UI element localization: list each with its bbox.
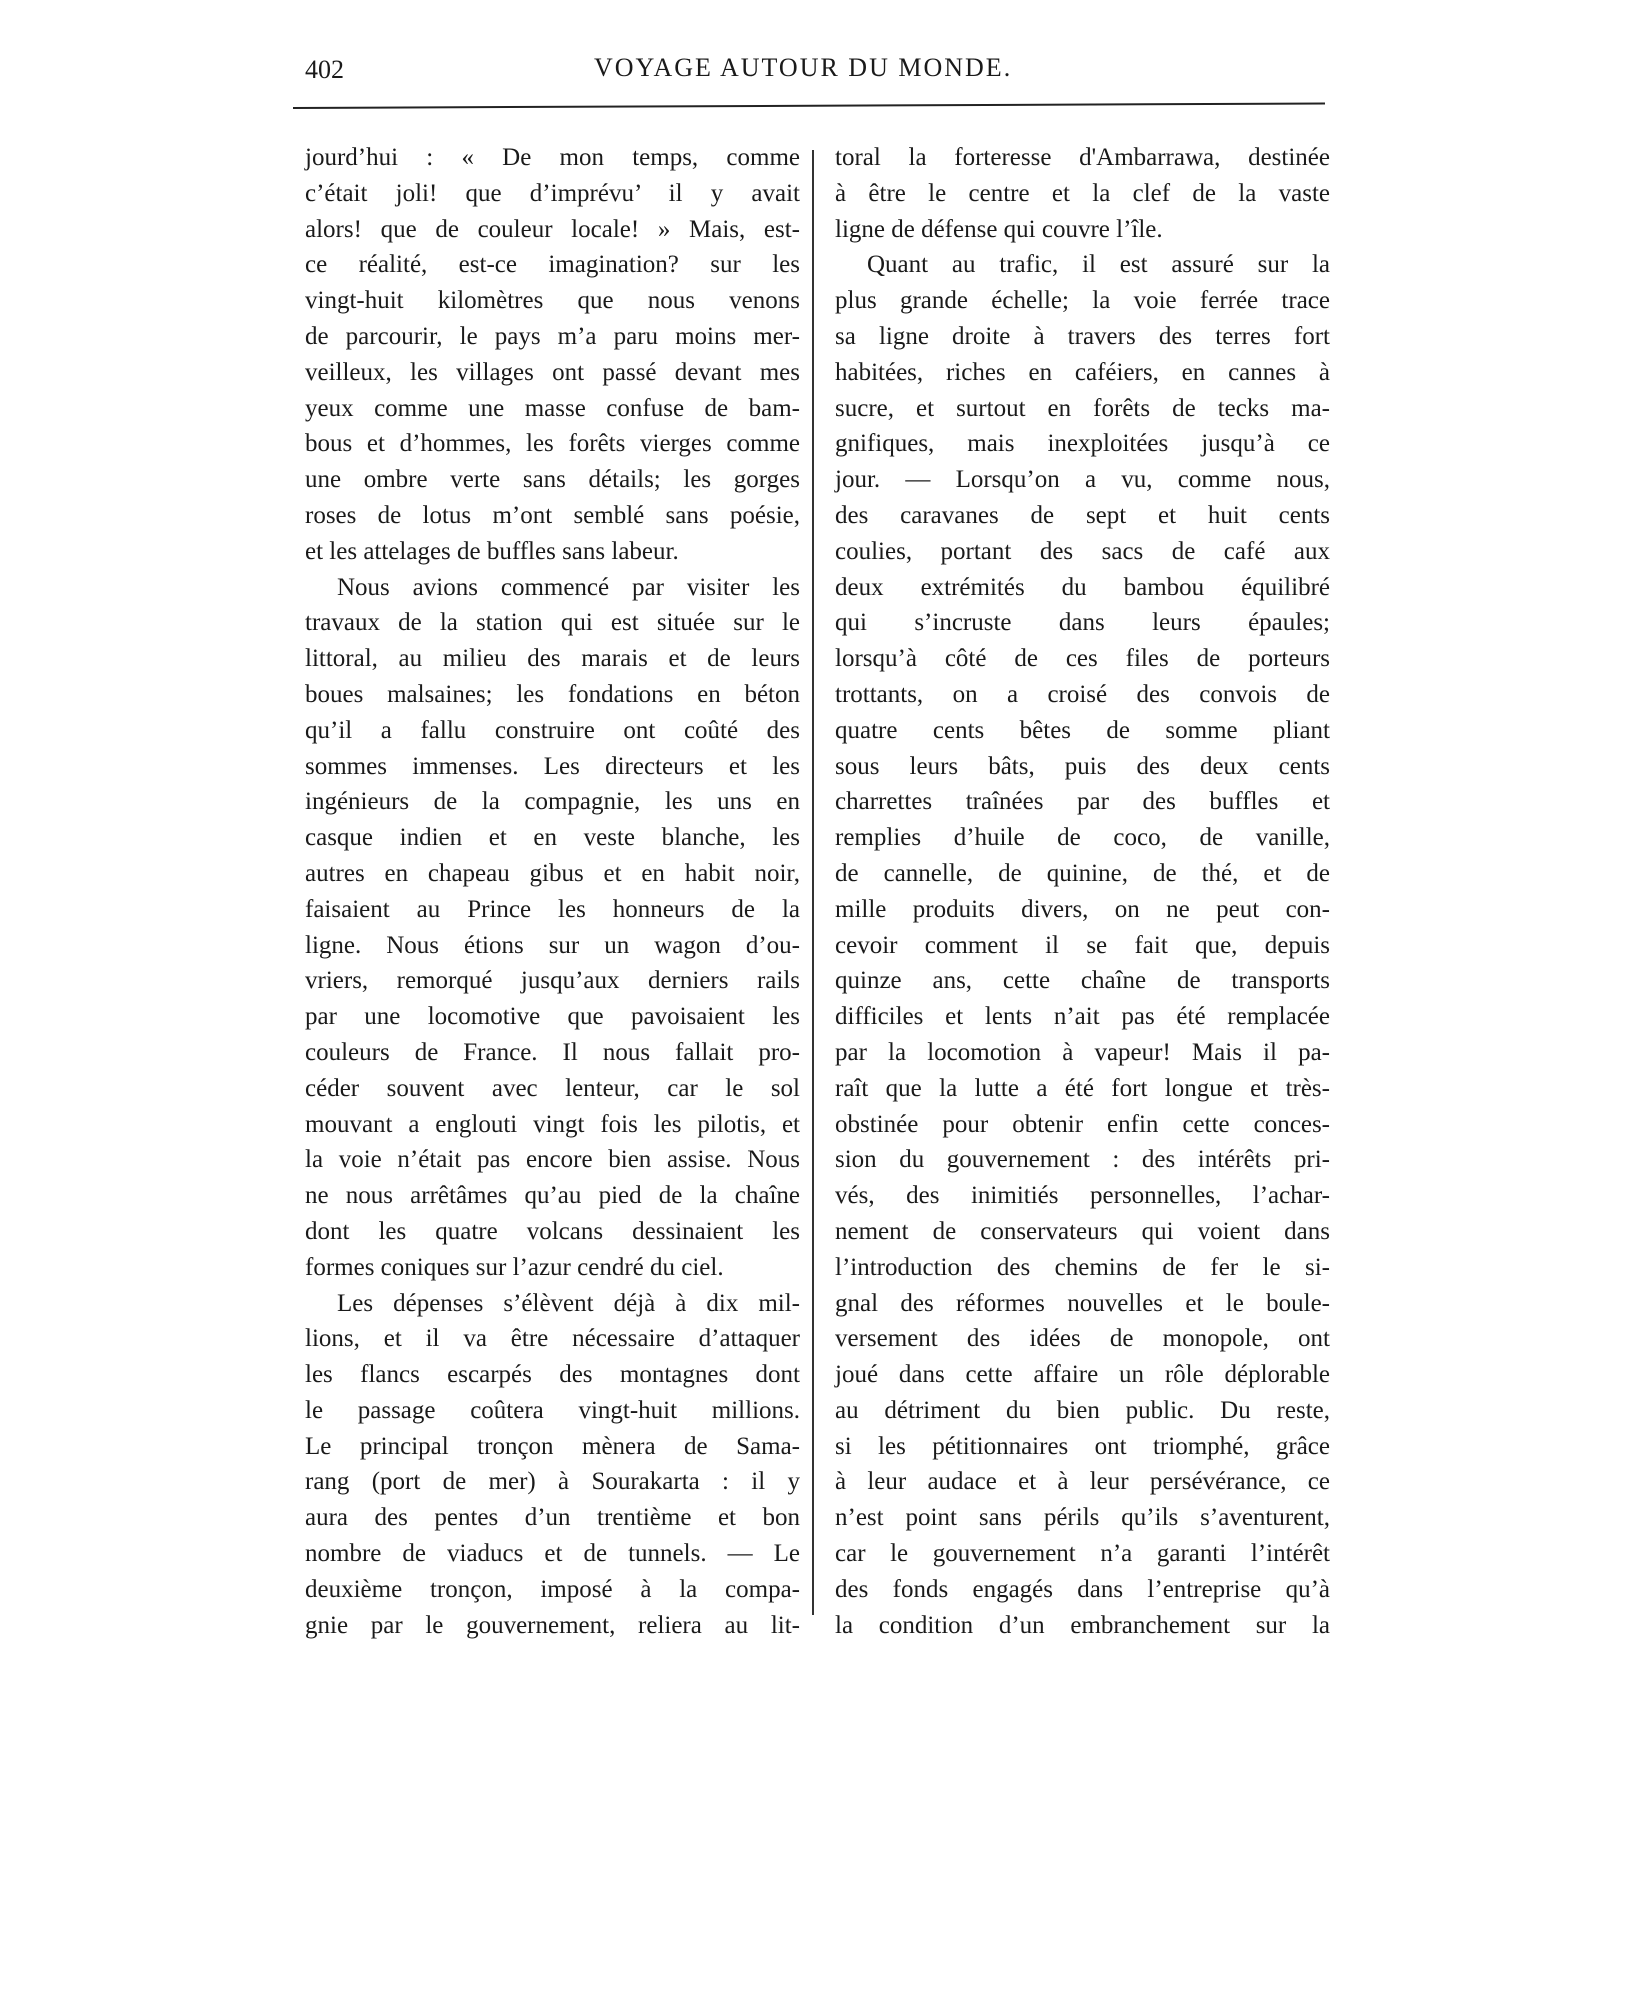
text-line: sommes immenses. Les directeurs et les [305,752,800,780]
text-line: joué dans cette affaire un rôle déplorable [835,1361,1330,1389]
text-line: quatre cents bêtes de somme pliant [835,716,1330,744]
text-line: casque indien et en veste blanche, les [305,824,800,852]
text-line: faisaient au Prince les honneurs de la [305,895,800,923]
text-line: habitées, riches en caféiers, en cannes à [835,358,1330,386]
text-line: gnifiques, mais inexploitées jusqu’à ce [835,430,1330,458]
text-line: n’est point sans périls qu’ils s’aventurent, [835,1504,1330,1532]
text-line: c’était joli! que d’imprévu’ il y avait [305,179,800,207]
text-line: ligne de défense qui couvre l’île. [835,215,1163,243]
page-number: 402 [305,55,344,84]
text-line: formes coniques sur l’azur cendré du ciel. [305,1253,724,1281]
running-title: VOYAGE AUTOUR DU MONDE. [594,53,1013,82]
text-line: à être le centre et la clef de la vaste [835,179,1330,207]
text-line: vingt-huit kilomètres que nous venons [305,287,800,315]
text-line: l’introduction des chemins de fer le si- [835,1253,1330,1281]
text-line: difficiles et lents n’ait pas été remplacée [835,1003,1330,1031]
header-rule [293,102,1325,109]
text-line: autres en chapeau gibus et en habit noir, [305,859,800,887]
text-line: ligne. Nous étions sur un wagon d’ou- [305,931,800,959]
text-line: mille produits divers, on ne peut con- [835,895,1330,923]
text-line: plus grande échelle; la voie ferrée trace [835,287,1330,315]
text-line: rang (port de mer) à Sourakarta : il y [305,1468,800,1496]
text-line: roses de lotus m’ont semblé sans poésie, [305,501,800,529]
text-line: charrettes traînées par des buffles et [835,788,1330,816]
text-line: yeux comme une masse confuse de bam- [305,394,800,422]
text-line: à leur audace et à leur persévérance, ce [835,1468,1330,1496]
text-line: alors! que de couleur locale! » Mais, est- [305,215,800,243]
text-line: raît que la lutte a été fort longue et très- [835,1074,1330,1102]
text-line: qu’il a fallu construire ont coûté des [305,716,800,744]
text-line: Les dépenses s’élèvent déjà à dix mil- [337,1289,800,1317]
text-line: nombre de viaducs et de tunnels. — Le [305,1540,800,1568]
text-line: qui s’incruste dans leurs épaules; [835,609,1330,637]
text-line: versement des idées de monopole, ont [835,1325,1330,1353]
text-line: si les pétitionnaires ont triomphé, grâce [835,1432,1330,1460]
text-line: et les attelages de buffles sans labeur. [305,537,679,565]
text-line: des caravanes de sept et huit cents [835,501,1330,529]
text-line: couleurs de France. Il nous fallait pro- [305,1038,800,1066]
text-line: trottants, on a croisé des convois de [835,680,1330,708]
text-line: gnie par le gouvernement, reliera au lit- [305,1611,800,1639]
text-line: bous et d’hommes, les forêts vierges comme [305,430,800,458]
text-line: lions, et il va être nécessaire d’attaquer [305,1325,800,1353]
text-line: de parcourir, le pays m’a paru moins mer- [305,322,800,350]
text-line: ingénieurs de la compagnie, les uns en [305,788,800,816]
text-line: jourd’hui : « De mon temps, comme [305,144,800,171]
text-line: par la locomotion à vapeur! Mais il pa- [835,1038,1330,1066]
text-line: veilleux, les villages ont passé devant mes [305,358,800,386]
text-line: boues malsaines; les fondations en béton [305,680,800,708]
text-line: la voie n’était pas encore bien assise. Nous [305,1146,800,1174]
text-line: le passage coûtera vingt-huit millions. [305,1396,800,1424]
text-line: sous leurs bâts, puis des deux cents [835,752,1330,780]
text-line: vés, des inimitiés personnelles, l’achar- [835,1182,1330,1210]
text-line: sion du gouvernement : des intérêts pri- [835,1146,1330,1174]
text-line: mouvant a englouti vingt fois les pilotis, et [305,1110,800,1138]
text-line: la condition d’un embranchement sur la [835,1611,1330,1639]
text-line: sa ligne droite à travers des terres fort [835,322,1330,350]
text-line: lorsqu’à côté de ces files de porteurs [835,645,1330,673]
text-line: céder souvent avec lenteur, car le sol [305,1074,800,1102]
column-divider [812,150,814,1615]
text-line: littoral, au milieu des marais et de leurs [305,645,800,673]
text-line: une ombre verte sans détails; les gorges [305,466,800,494]
text-line: jour. — Lorsqu’on a vu, comme nous, [835,466,1330,494]
text-line: gnal des réformes nouvelles et le boule- [835,1289,1330,1317]
text-line: deux extrémités du bambou équilibré [835,573,1330,601]
text-line: Quant au trafic, il est assuré sur la [867,251,1330,279]
text-line: deuxième tronçon, imposé à la compa- [305,1575,800,1603]
text-line: toral la forteresse d'Ambarrawa, destinée [835,144,1330,171]
text-line: par une locomotive que pavoisaient les [305,1003,800,1031]
text-column-left [305,140,800,1643]
text-line: Nous avions commencé par visiter les [337,573,800,601]
text-line: remplies d’huile de coco, de vanille, [835,824,1330,852]
text-line: car le gouvernement n’a garanti l’intérêt [835,1540,1330,1568]
text-line: obstinée pour obtenir enfin cette conces- [835,1110,1330,1138]
text-line: dont les quatre volcans dessinaient les [305,1217,800,1245]
text-line: aura des pentes d’un trentième et bon [305,1504,800,1532]
text-line: travaux de la station qui est située sur le [305,609,800,637]
text-line: de cannelle, de quinine, de thé, et de [835,859,1330,887]
text-line: quinze ans, cette chaîne de transports [835,967,1330,995]
text-line: coulies, portant des sacs de café aux [835,537,1330,565]
text-line: les flancs escarpés des montagnes dont [305,1361,800,1389]
text-line: des fonds engagés dans l’entreprise qu’à [835,1575,1330,1603]
text-line: cevoir comment il se fait que, depuis [835,931,1330,959]
text-line: Le principal tronçon mènera de Sama- [305,1432,800,1460]
text-column-right [835,140,1330,1643]
text-line: ne nous arrêtâmes qu’au pied de la chaîne [305,1182,800,1210]
text-line: au détriment du bien public. Du reste, [835,1396,1330,1424]
text-line: ce réalité, est-ce imagination? sur les [305,251,800,279]
text-line: sucre, et surtout en forêts de tecks ma- [835,394,1330,422]
text-line: nement de conservateurs qui voient dans [835,1217,1330,1245]
text-line: vriers, remorqué jusqu’aux derniers rails [305,967,800,995]
